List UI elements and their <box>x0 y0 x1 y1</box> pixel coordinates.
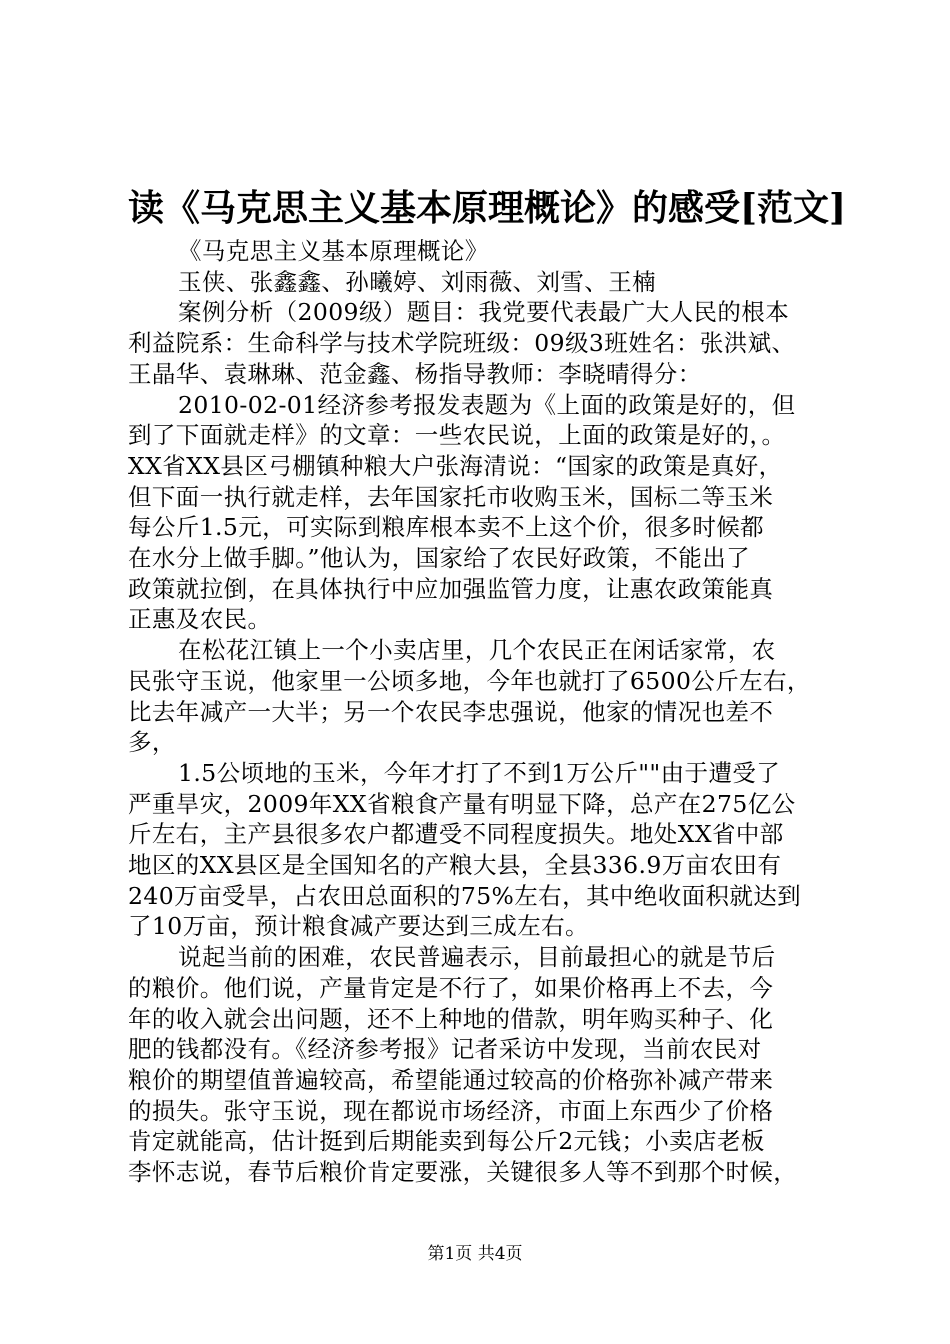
paragraph-line: 肥的钱都没有。《经济参考报》记者采访中发现，当前农民对 <box>128 1035 762 1064</box>
paragraph-line: 政策就拉倒，在具体执行中应加强监管力度，让惠农政策能真 <box>128 574 774 603</box>
paragraph-line: 正惠及农民。 <box>128 605 272 634</box>
paragraph-line: 在松花江镇上一个小卖店里，几个农民正在闲话家常，农 <box>178 636 776 665</box>
paragraph-line: 每公斤1.5元，可实际到粮库根本卖不上这个价，很多时候都 <box>128 513 765 542</box>
paragraph-line: 1.5公顷地的玉米，今年才打了不到1万公斤""由于遭受了 <box>178 758 781 787</box>
paragraph-line: 说起当前的困难，农民普遍表示，目前最担心的就是节后 <box>178 943 776 972</box>
paragraph-line: 李怀志说，春节后粮价肯定要涨，关键很多人等不到那个时候， <box>128 1158 798 1187</box>
document-body <box>128 236 840 1188</box>
paragraph-line: 240万亩受旱，占农田总面积的75%左右，其中绝收面积就达到 <box>128 881 802 910</box>
paragraph-line: 民张守玉说，他家里一公顷多地，今年也就打了6500公斤左右， <box>128 666 811 695</box>
paragraph-line: 的损失。张守玉说，现在都说市场经济，市面上东西少了价格 <box>128 1096 774 1125</box>
subtitle-line: 《马克思主义基本原理概论》 <box>178 237 489 265</box>
document-title: 读《马克思主义基本原理概论》的感受[范文] <box>128 187 847 229</box>
paragraph-line: 但下面一执行就走样，去年国家托市收购玉米，国标二等玉米 <box>128 482 774 511</box>
paragraph-line: 的粮价。他们说，产量肯定是不行了，如果价格再上不去，今 <box>128 973 774 1002</box>
paragraph-line: 肯定就能高，估计挺到后期能卖到每公斤2元钱；小卖店老板 <box>128 1127 765 1156</box>
page-number-footer: 第1页 共4页 <box>427 1244 523 1264</box>
paragraph-line: 案例分析（2009级）题目：我党要代表最广大人民的根本 <box>178 298 790 327</box>
paragraph-line: 粮价的期望值普遍较高，希望能通过较高的价格弥补减产带来 <box>128 1065 774 1094</box>
paragraph-line: 在水分上做手脚。”他认为，国家给了农民好政策，不能出了 <box>128 544 751 573</box>
paragraph-line: 地区的XX县区是全国知名的产粮大县，全县336.9万亩农田有 <box>128 851 782 880</box>
authors-line: 玉侠、张鑫鑫、孙曦婷、刘雨薇、刘雪、王楠 <box>178 267 656 296</box>
paragraph-line: 比去年减产一大半；另一个农民李忠强说，他家的情况也差不 <box>128 697 774 726</box>
paragraph-line: 到了下面就走样》的文章：一些农民说，上面的政策是好的，。 <box>128 421 786 450</box>
paragraph-line: 严重旱灾，2009年XX省粮食产量有明显下降，总产在275亿公 <box>128 789 796 818</box>
paragraph-line: XX省XX县区弓棚镇种粮大户张海清说：“国家的政策是真好， <box>128 451 783 480</box>
paragraph-line: 王晶华、袁琳琳、范金鑫、杨指导教师：李晓晴得分： <box>128 359 702 388</box>
paragraph-line: 多， <box>128 728 176 757</box>
paragraph-line: 了10万亩，预计粮食减产要达到三成左右。 <box>128 912 589 941</box>
paragraph-line: 斤左右，主产县很多农户都遭受不同程度损失。地处XX省中部 <box>128 820 784 849</box>
paragraph-line: 年的收入就会出问题，还不上种地的借款，明年购买种子、化 <box>128 1004 774 1033</box>
paragraph-line: 利益院系：生命科学与技术学院班级：09级3班姓名：张洪斌、 <box>128 329 796 358</box>
paragraph-line: 2010-02-01经济参考报发表题为《上面的政策是好的，但 <box>178 390 796 419</box>
